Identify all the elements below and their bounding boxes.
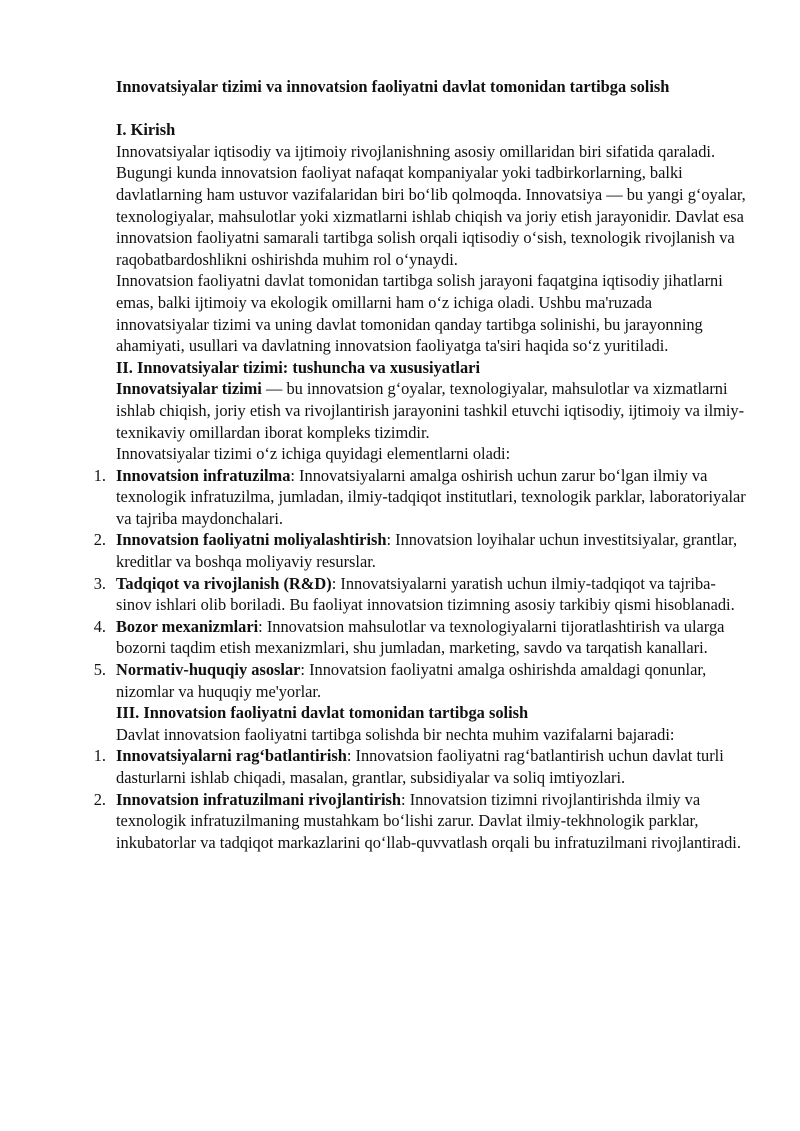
section-heading-regulation: III. Innovatsion faoliyatni davlat tomonidan tartibga solish [116, 703, 529, 723]
list-number: 2. [93, 530, 106, 550]
list-number: 5. [93, 660, 106, 680]
elements-intro: Innovatsiyalar tizimi o‘z ichiga quyidagi elementlarni oladi: [116, 444, 511, 464]
list-item-text: : Innovatsion mahsulotlar va texnologiyalarni tijoratlashtirish va ularga bozorni taqdim etish mexanizmlari, shu jumladan, marketing, savdo va tarqatish kanallari. [116, 616, 725, 658]
list-item-term: Innovatsion infratuzilma [116, 465, 291, 485]
list-item [93, 573, 746, 616]
list-item [93, 659, 746, 702]
intro-paragraph-2: Innovatsion faoliyatni davlat tomonidan tartibga solish jarayoni faqatgina iqtisodiy jihatlarni emas, balki ijtimoiy va ekologik omillarni ham o‘z ichiga oladi. Ushbu ma'ruzada innovatsiyalar tizimi va uning davlat tomonidan qanday tartibga solinishi, bu jarayonning ahamiyati, usullari va davlatning innovatsion faoliyatga ta'siri haqida so‘z yuritiladi. [116, 271, 723, 356]
intro-paragraph-1: Innovatsiyalar iqtisodiy va ijtimoiy rivojlanishning asosiy omillaridan biri sifatida qaraladi. Bugungi kunda innovatsion faoliyat nafaqat kompaniyalar yoki tadbirkorlarning, balki davlatlarning ham ustuvor vazifalaridan biri bo‘lib qolmoqda. Innovatsiya — bu yangi g‘oyalar, texnologiyalar, mahsulotlar yoki xizmatlarni ishlab chiqish va joriy etish jarayonidir. Davlat esa innovatsion faoliyatni samarali tartibga solish orqali iqtisodiy o‘sish, texnologik rivojlanish va raqobatbardoshlikni oshirishda muhim rol o‘ynaydi. [116, 141, 746, 269]
list-item-text: : Innovatsion tizimni rivojlantirishda ilmiy va texnologik infratuzilmaning mustahkam bo‘lishi zarur. Davlat ilmiy-tekhnologik parklar, inkubatorlar va tadqiqot markazlarini qo‘llab-quvvatlash orqali bu infratuzilmani rivojlantiradi. [116, 789, 741, 852]
list-item [93, 529, 746, 572]
definition-text: — bu innovatsion g‘oyalar, texnologiyalar, mahsulotlar va xizmatlarni ishlab chiqish, joriy etish va rivojlantirish jarayonini tashkil etuvchi iqtisodiy, ijtimoiy va ilmiy-texnikaviy omillardan iborat kompleks tizimdir. [116, 379, 745, 442]
list-item-term: Bozor mexanizmlari [116, 616, 259, 636]
list-item-text: : Innovatsiyalarni amalga oshirish uchun zarur bo‘lgan ilmiy va texnologik infratuzilma, jumladan, ilmiy-tadqiqot institutlari, texnologik parklar, laboratoriyalar va tajriba maydonchalari. [116, 465, 746, 528]
tasks-list [93, 745, 746, 853]
list-item [93, 789, 746, 854]
definition-term: Innovatsiyalar tizimi [116, 379, 262, 399]
list-number: 4. [93, 616, 106, 636]
elements-list [93, 465, 746, 703]
list-item-term: Tadqiqot va rivojlanish (R&D) [116, 573, 332, 593]
list-item-text: : Innovatsion faoliyatni amalga oshirishda amaldagi qonunlar, nizomlar va huquqiy me'yorlar. [116, 660, 707, 701]
regulation-intro: Davlat innovatsion faoliyatni tartibga solishda bir nechta muhim vazifalarni bajaradi: [116, 724, 675, 744]
list-item-term: Normativ-huquqiy asoslar [116, 660, 301, 680]
list-item [93, 745, 746, 788]
list-item-text: : Innovatsion faoliyatni rag‘batlantirish uchun davlat turli dasturlarni ishlab chiqadi, masalan, grantlar, subsidiyalar va soliq imtiyozlari. [116, 746, 724, 787]
list-item-term: Innovatsion infratuzilmani rivojlantirish [116, 789, 402, 809]
system-definition [116, 378, 746, 443]
list-item-text: : Innovatsion loyihalar uchun investitsiyalar, grantlar, kreditlar va boshqa moliyaviy resurslar. [116, 530, 738, 572]
list-item-term: Innovatsion faoliyatni moliyalashtirish [116, 530, 387, 550]
list-number: 3. [93, 573, 106, 593]
section-heading-intro: I. Kirish [116, 120, 176, 140]
list-item [93, 465, 746, 530]
list-number: 1. [93, 746, 106, 766]
list-number: 2. [93, 789, 106, 809]
document-page [93, 76, 746, 853]
list-number: 1. [93, 465, 106, 485]
section-heading-system: II. Innovatsiyalar tizimi: tushuncha va xususiyatlari [116, 357, 480, 377]
document-title: Innovatsiyalar tizimi va innovatsion faoliyatni davlat tomonidan tartibga solish [116, 77, 670, 96]
list-item-text: : Innovatsiyalarni yaratish uchun ilmiy-tadqiqot va tajriba-sinov ishlari olib boriladi. Bu faoliyat innovatsion tizimning asosiy tarkibiy qismi hisoblanadi. [116, 573, 735, 615]
list-item [93, 616, 746, 659]
list-item-term: Innovatsiyalarni rag‘batlantirish [116, 746, 347, 766]
